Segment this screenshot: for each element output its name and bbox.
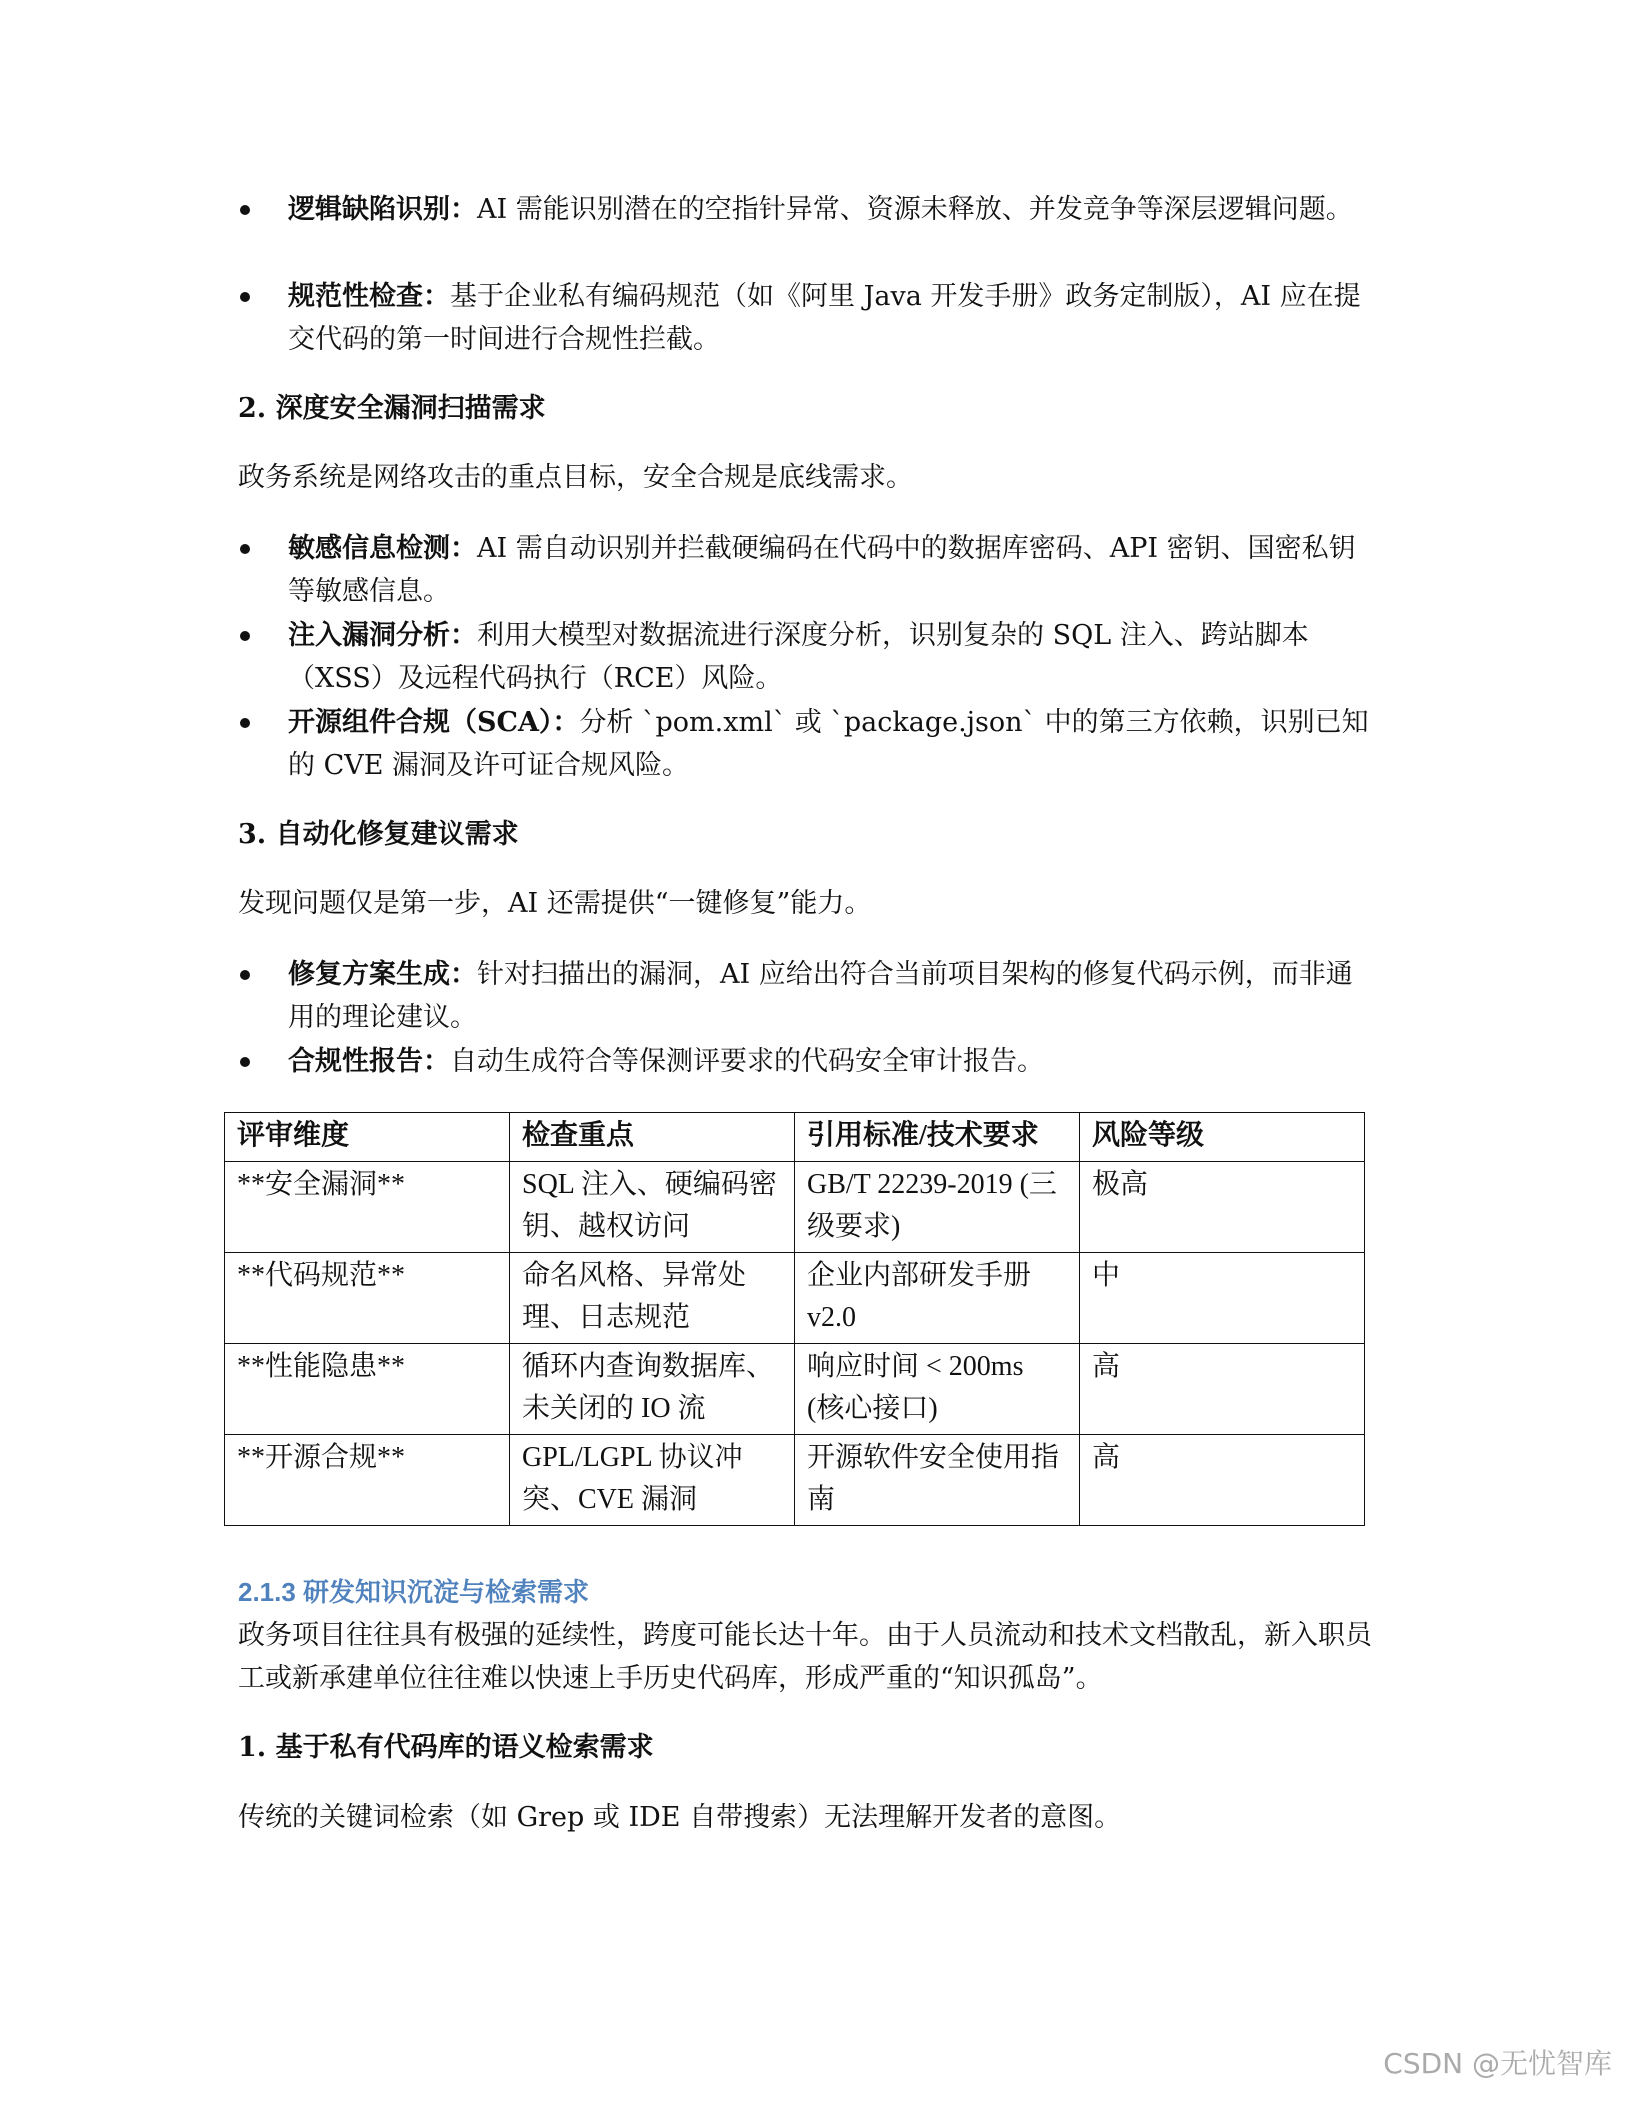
table-cell: 高 xyxy=(1080,1435,1365,1526)
paragraph: 政务系统是网络攻击的重点目标，安全合规是底线需求。 xyxy=(238,462,913,493)
table-header: 引用标准/技术要求 xyxy=(795,1113,1080,1162)
bullet-item xyxy=(238,953,1378,1039)
table-row xyxy=(225,1162,1365,1253)
bullet-item xyxy=(238,275,1378,361)
bullet-term: 敏感信息检测： xyxy=(288,533,477,564)
bullet-text: 利用大模型对数据流进行深度分析，识别复杂的 SQL 注入、跨站脚本（XSS）及远程代码执行（RCE）风险。 xyxy=(288,620,1309,694)
bullet-term: 注入漏洞分析： xyxy=(288,620,477,651)
table-row xyxy=(225,1344,1365,1435)
bullet-text: 针对扫描出的漏洞，AI 应给出符合当前项目架构的修复代码示例，而非通用的理论建议。 xyxy=(288,959,1353,1033)
bullet-item xyxy=(238,614,1378,700)
bullet-text: AI 需自动识别并拦截硬编码在代码中的数据库密码、API 密钥、国密私钥等敏感信息。 xyxy=(288,533,1356,607)
watermark: CSDN @无忧智库 xyxy=(1383,2047,1612,2080)
table-cell: **代码规范** xyxy=(225,1253,510,1344)
bullet-text: 分析 `pom.xml` 或 `package.json` 中的第三方依赖，识别已知的 CVE 漏洞及许可证合规风险。 xyxy=(288,707,1369,781)
bullet-dot-icon xyxy=(240,1057,250,1067)
review-table xyxy=(224,1112,1365,1526)
bullet-dot-icon xyxy=(240,292,250,302)
table-row xyxy=(225,1435,1365,1526)
table-cell: GB/T 22239-2019 (三级要求) xyxy=(795,1162,1080,1253)
table-header: 评审维度 xyxy=(225,1113,510,1162)
table-cell: 循环内查询数据库、未关闭的 IO 流 xyxy=(510,1344,795,1435)
section-heading: 2.1.3 研发知识沉淀与检索需求 xyxy=(238,1577,590,1607)
table-header: 检查重点 xyxy=(510,1113,795,1162)
bullet-item xyxy=(238,1040,1378,1083)
table-cell: **开源合规** xyxy=(225,1435,510,1526)
bullet-term: 逻辑缺陷识别： xyxy=(288,194,477,225)
paragraph: 政务项目往往具有极强的延续性，跨度可能长达十年。由于人员流动和技术文档散乱，新入职员工或新承建单位往往难以快速上手历史代码库，形成严重的“知识孤岛”。 xyxy=(238,1620,1372,1694)
table-cell: 命名风格、异常处理、日志规范 xyxy=(510,1253,795,1344)
paragraph: 发现问题仅是第一步，AI 还需提供“一键修复”能力。 xyxy=(238,888,872,919)
bullet-item xyxy=(238,188,1378,231)
paragraph: 传统的关键词检索（如 Grep 或 IDE 自带搜索）无法理解开发者的意图。 xyxy=(238,1802,1122,1833)
table-cell: 中 xyxy=(1080,1253,1365,1344)
bullet-term: 规范性检查： xyxy=(288,281,450,312)
table-cell: GPL/LGPL 协议冲突、CVE 漏洞 xyxy=(510,1435,795,1526)
bullet-item xyxy=(238,701,1378,787)
bullet-dot-icon xyxy=(240,205,250,215)
bullet-text: 自动生成符合等保测评要求的代码安全审计报告。 xyxy=(450,1046,1044,1077)
table-cell: 极高 xyxy=(1080,1162,1365,1253)
subheading: 3. 自动化修复建议需求 xyxy=(238,819,519,850)
table-cell: **安全漏洞** xyxy=(225,1162,510,1253)
table-cell: SQL 注入、硬编码密钥、越权访问 xyxy=(510,1162,795,1253)
table-cell: **性能隐患** xyxy=(225,1344,510,1435)
bullet-dot-icon xyxy=(240,544,250,554)
table-cell: 响应时间 < 200ms (核心接口) xyxy=(795,1344,1080,1435)
bullet-term: 开源组件合规（SCA）： xyxy=(288,707,580,738)
bullet-dot-icon xyxy=(240,970,250,980)
table-cell: 高 xyxy=(1080,1344,1365,1435)
bullet-term: 修复方案生成： xyxy=(288,959,477,990)
bullet-dot-icon xyxy=(240,631,250,641)
bullet-dot-icon xyxy=(240,718,250,728)
subheading: 1. 基于私有代码库的语义检索需求 xyxy=(238,1732,654,1763)
table-cell: 企业内部研发手册 v2.0 xyxy=(795,1253,1080,1344)
subheading: 2. 深度安全漏洞扫描需求 xyxy=(238,393,546,424)
table-cell: 开源软件安全使用指南 xyxy=(795,1435,1080,1526)
bullet-text: AI 需能识别潜在的空指针异常、资源未释放、并发竞争等深层逻辑问题。 xyxy=(477,194,1353,225)
bullet-item xyxy=(238,527,1378,613)
bullet-text: 基于企业私有编码规范（如《阿里 Java 开发手册》政务定制版），AI 应在提交代码的第一时间进行合规性拦截。 xyxy=(288,281,1361,355)
bullet-term: 合规性报告： xyxy=(288,1046,450,1077)
table-header: 风险等级 xyxy=(1080,1113,1365,1162)
table-row xyxy=(225,1253,1365,1344)
table-header-row xyxy=(225,1113,1365,1162)
